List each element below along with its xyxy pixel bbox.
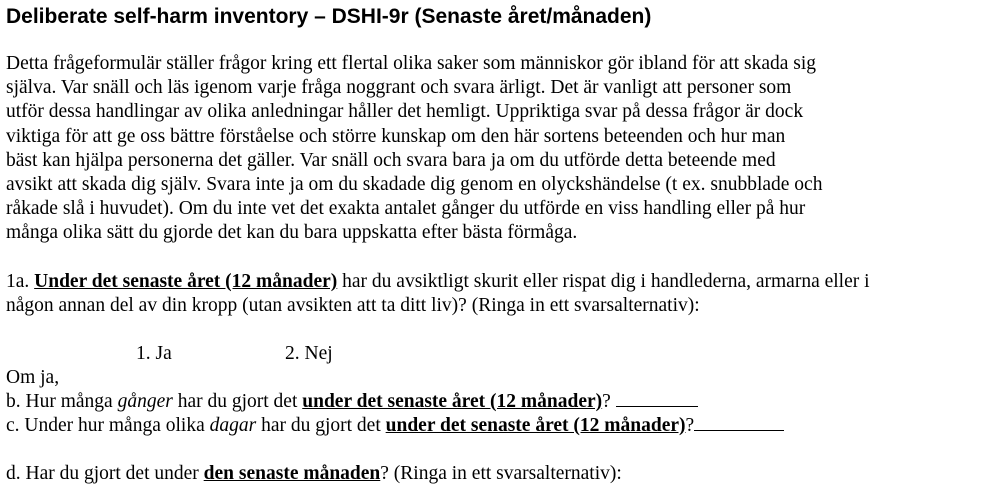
question-text: har du gjort det [256,415,386,436]
question-c [6,414,784,438]
document-title: Deliberate self-harm inventory – DSHI-9r (Senaste året/månaden) [6,5,652,28]
question-text: har du gjort det [172,391,303,412]
question-b [6,390,698,414]
question-text: ? [685,415,695,436]
question-italic: gånger [117,391,173,412]
question-emphasis: under det senaste året (12 månader) [302,391,603,412]
question-d [6,462,622,486]
intro-line: själva. Var snäll och läs igenom varje fråga noggrant och svara ärligt. Det är vanligt att personer som [6,77,792,99]
question-text: c. Under hur många olika [6,415,210,436]
question-text: d. Har du gjort det under [6,463,204,484]
intro-line: råkade slå i huvudet). Om du inte vet det exakta antalet gånger du utförde en viss handling eller på hur [6,198,806,220]
intro-paragraph [6,52,822,246]
intro-line: avsikt att skada dig själv. Svara inte ja om du skadade dig genom en olyckshändelse (t ex. snubblade och [6,174,823,196]
intro-line: Detta frågeformulär ställer frågor kring ett flertal olika saker som människor gör ibland för att skada sig [6,53,817,74]
answer-option-no[interactable]: 2. Nej [285,343,333,364]
question-1a [6,270,870,294]
answer-blank-c[interactable] [694,414,784,431]
if-yes-label: Om ja, [6,367,60,388]
question-text: ? [602,391,616,412]
question-emphasis: den senaste månaden [203,463,381,484]
question-emphasis: Under det senaste året (12 månader) [34,271,338,292]
question-1a-continued: någon annan del av din kropp (utan avsikten att ta ditt liv)? (Ringa in ett svarsalternativ): [6,295,700,316]
answer-option-yes[interactable]: 1. Ja [136,343,172,364]
question-number: 1a. [6,271,30,292]
question-italic: dagar [209,415,257,436]
question-text: ? (Ringa in ett svarsalternativ): [380,463,622,484]
question-emphasis: under det senaste året (12 månader) [385,415,686,436]
answer-blank-b[interactable] [616,390,698,407]
intro-line: utför dessa handlingar av olika anledningar håller det hemligt. Uppriktiga svar på dessa frågor är dock [6,101,804,123]
question-text: har du avsiktligt skurit eller rispat dig i handlederna, armarna eller i [337,271,870,292]
intro-line: många olika sätt du gjorde det kan du bara uppskatta efter bästa förmåga. [6,222,578,244]
question-text: b. Hur många [6,391,118,412]
intro-line: bäst kan hjälpa personerna det gäller. Var snäll och svara bara ja om du utförde detta beteende med [6,149,776,171]
intro-line: viktiga för att ge oss bättre förståelse och större kunskap om den här sortens beteenden och hur man [6,125,786,147]
